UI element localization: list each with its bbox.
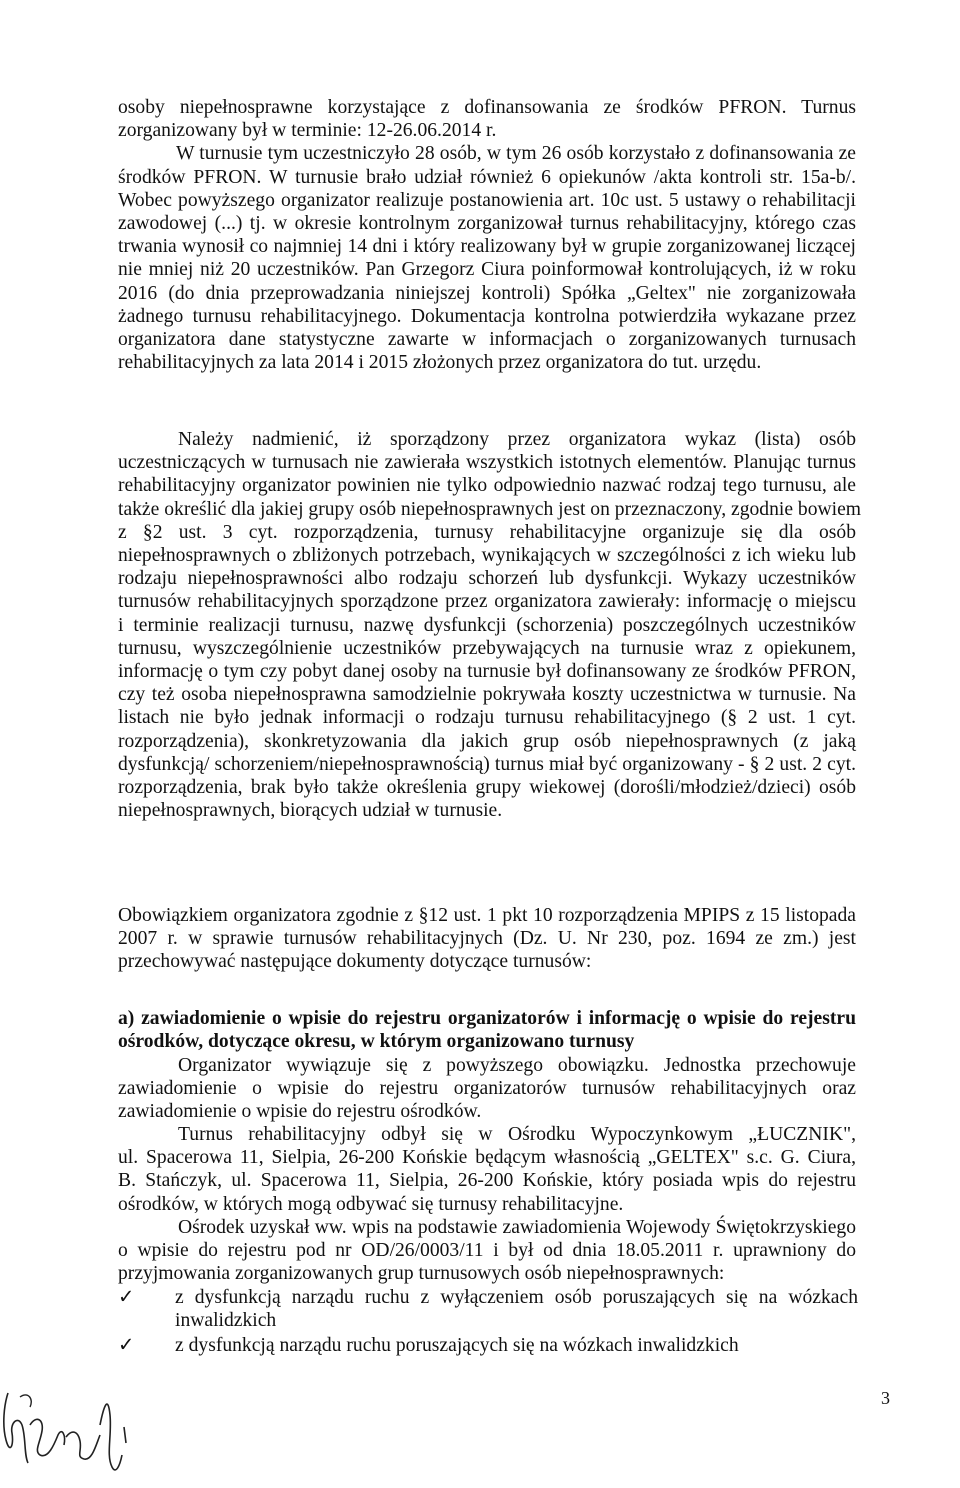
text-line: Obowiązkiem organizatora zgodnie z §12 ust. 1 pkt 10 rozporządzenia MPIPS z 15 listopada bbox=[118, 905, 856, 926]
text-line: Ośrodek uzyskał ww. wpis na podstawie zawiadomienia Wojewody Świętokrzyskiego bbox=[178, 1217, 856, 1238]
text-line: niepełnosprawnych, biorących udział w turnusie. bbox=[118, 800, 503, 822]
checklist-item bbox=[118, 1334, 856, 1358]
text-line: zorganizowany był w terminie: 12-26.06.2014 r. bbox=[118, 120, 497, 142]
text-line: żadnego turnusu rehabilitacyjnego. Dokumentacja kontrolna potwierdziła wykazane przez bbox=[118, 305, 856, 327]
paragraph-organizer-compliance bbox=[118, 1054, 856, 1124]
text-line: i terminie realizacji turnusu, nazwę dysfunkcji (schorzenia) poszczególnych uczestników bbox=[118, 614, 856, 636]
text-line: organizatora dane statystyczne zawarte w informacjach o zorganizowanych turnusach bbox=[118, 329, 856, 351]
text-line: Organizator wywiązuje się z powyższego obowiązku. Jednostka przechowuje bbox=[178, 1055, 856, 1076]
text-line: środków PFRON. W turnusie brało udział również 6 opiekunów /akta kontroli str. 15a-b/. bbox=[118, 166, 856, 188]
section-heading-a bbox=[118, 1007, 856, 1053]
text-line: dysfunkcją/ schorzeniem/niepełnosprawnością) turnus miał być organizowany - § 2 ust. 2 cyt. bbox=[118, 753, 856, 775]
text-line: Turnus rehabilitacyjny odbył się w Ośrodku Wypoczynkowym „ŁUCZNIK", bbox=[178, 1124, 856, 1145]
text-line: listach nie było jednak informacji o rodzaju turnusu rehabilitacyjnego (§ 2 ust. 1 cyt. bbox=[118, 707, 856, 729]
text-line: 2007 r. w sprawie turnusów rehabilitacyjnych (Dz. U. Nr 230, poz. 1694 ze zm.) jest bbox=[118, 928, 856, 950]
text-line: ośrodków, w których mogą odbywać się turnusy rehabilitacyjne. bbox=[118, 1193, 624, 1215]
text-line: rehabilitacyjny organizator powinien nie tylko odpowiednio nazwać rodzaj tego turnusu, ale bbox=[118, 475, 856, 497]
text-line: Wobec powyższego organizator realizuje postanowienia art. 10c ust. 5 ustawy o rehabilitacji bbox=[118, 189, 856, 211]
text-line: zawiadomienie o wpisie do rejestru organizatorów turnusów rehabilitacyjnych oraz bbox=[118, 1078, 856, 1100]
text-line: przechowywać następujące dokumenty dotyczące turnusów: bbox=[118, 951, 592, 973]
text-line: uczestniczących w turnusach nie zawierała wszystkich istotnych elementów. Planując turnus bbox=[118, 452, 856, 474]
paragraph-registration bbox=[118, 1216, 856, 1286]
text-line: czy też osoba niepełnosprawna samodzielnie pokrywała koszty uczestnictwa w turnusie. Na bbox=[118, 684, 856, 706]
checklist-item bbox=[118, 1286, 856, 1334]
text-line: 2016 (do dnia przeprowadzania niniejszej kontroli) Spółka „Geltex" nie zorganizowała bbox=[118, 282, 856, 304]
text-line: osoby niepełnosprawne korzystające z dofinansowania ze środków PFRON. Turnus bbox=[118, 97, 856, 118]
text-line: rehabilitacyjnych za lata 2014 i 2015 złożonych przez organizatora do tut. urzędu. bbox=[118, 352, 762, 374]
text-line: turnusu, wyszczególnienie uczestników przebywających na turnusie wraz z opiekunem, bbox=[118, 637, 856, 659]
heading-line: a) zawiadomienie o wpisie do rejestru organizatorów i informację o wpisie do rejestru bbox=[118, 1008, 856, 1029]
text-line: rodzaju niepełnosprawności albo rodzaju schorzeń lub dysfunkcji. Wykazy uczestników bbox=[118, 568, 856, 590]
paragraph-participant-list bbox=[118, 428, 862, 822]
text-line: inwalidzkich bbox=[175, 1310, 277, 1332]
text-line: z dysfunkcją narządu ruchu poruszających się na wózkach inwalidzkich bbox=[175, 1335, 739, 1356]
checklist-text bbox=[175, 1286, 858, 1332]
text-line: zawiadomienie o wpisie do rejestru ośrodków. bbox=[118, 1101, 482, 1123]
text-line: rozporządzenia, brak było także określenia grupy wiekowej (dorośli/młodzież/dzieci) osób bbox=[118, 777, 856, 799]
handwritten-signature bbox=[0, 1385, 140, 1488]
text-line: turnusów rehabilitacyjnych sporządzone przez organizatora zawierały: informację o miejscu bbox=[118, 591, 856, 613]
text-line: zawodowej (...) tj. w okresie kontrolnym zorganizował turnus rehabilitacyjny, którego czas bbox=[118, 213, 856, 235]
text-line: rozporządzenia), skonkretyzowania dla jakich grup osób niepełnosprawnych (z jaką bbox=[118, 730, 856, 752]
heading-line: ośrodków, dotyczące okresu, w którym organizowano turnusy bbox=[118, 1031, 635, 1053]
checkmark-icon: ✓ bbox=[118, 1335, 135, 1356]
text-line: z §2 ust. 3 cyt. rozporządzenia, turnusy rehabilitacyjne organizuje się dla osób bbox=[118, 521, 856, 543]
text-line: Należy nadmienić, iż sporządzony przez organizatora wykaz (lista) osób bbox=[178, 429, 856, 450]
text-line: B. Stańczyk, ul. Spacerowa 11, Sielpia, 26-200 Końskie, który posiada wpis do rejestru bbox=[118, 1170, 856, 1192]
checklist-text bbox=[175, 1334, 858, 1357]
paragraph-turnus-info bbox=[118, 96, 856, 374]
text-line: informację o tym czy pobyt danej osoby na turnusie był dofinansowany ze środków PFRON, bbox=[118, 661, 856, 683]
text-line: W turnusie tym uczestniczyło 28 osób, w tym 26 osób korzystało z dofinansowania ze bbox=[176, 143, 856, 165]
text-line: trwania wynosił co najmniej 14 dni i który realizowany był w grupie zorganizowanej liczącej bbox=[118, 236, 856, 258]
paragraph-obligation bbox=[118, 904, 856, 974]
text-line: niepełnosprawnych o zbliżonych potrzebach, wynikających w szczególności z ich wieku lub bbox=[118, 545, 856, 567]
text-line: nie mniej niż 20 uczestników. Pan Grzegorz Ciura poinformował kontrolujących, iż w roku bbox=[118, 259, 856, 281]
text-line: także określić dla jakiej grupy osób niepełnosprawnych jest on przeznaczony, zgodnie bowiem bbox=[118, 498, 862, 520]
page-number: 3 bbox=[881, 1388, 890, 1408]
checkmark-icon: ✓ bbox=[118, 1287, 135, 1308]
text-line: ul. Spacerowa 11, Sielpia, 26-200 Końskie będącym własnością „GELTEX" s.c. G. Ciura, bbox=[118, 1147, 856, 1169]
text-line: przyjmowania zorganizowanych grup turnusowych osób niepełnosprawnych: bbox=[118, 1263, 725, 1285]
text-line: o wpisie do rejestru pod nr OD/26/0003/11 i był od dnia 18.05.2011 r. uprawniony do bbox=[118, 1240, 856, 1262]
paragraph-resort bbox=[118, 1123, 856, 1216]
text-line: z dysfunkcją narządu ruchu z wyłączeniem osób poruszających się na wózkach bbox=[175, 1287, 858, 1308]
